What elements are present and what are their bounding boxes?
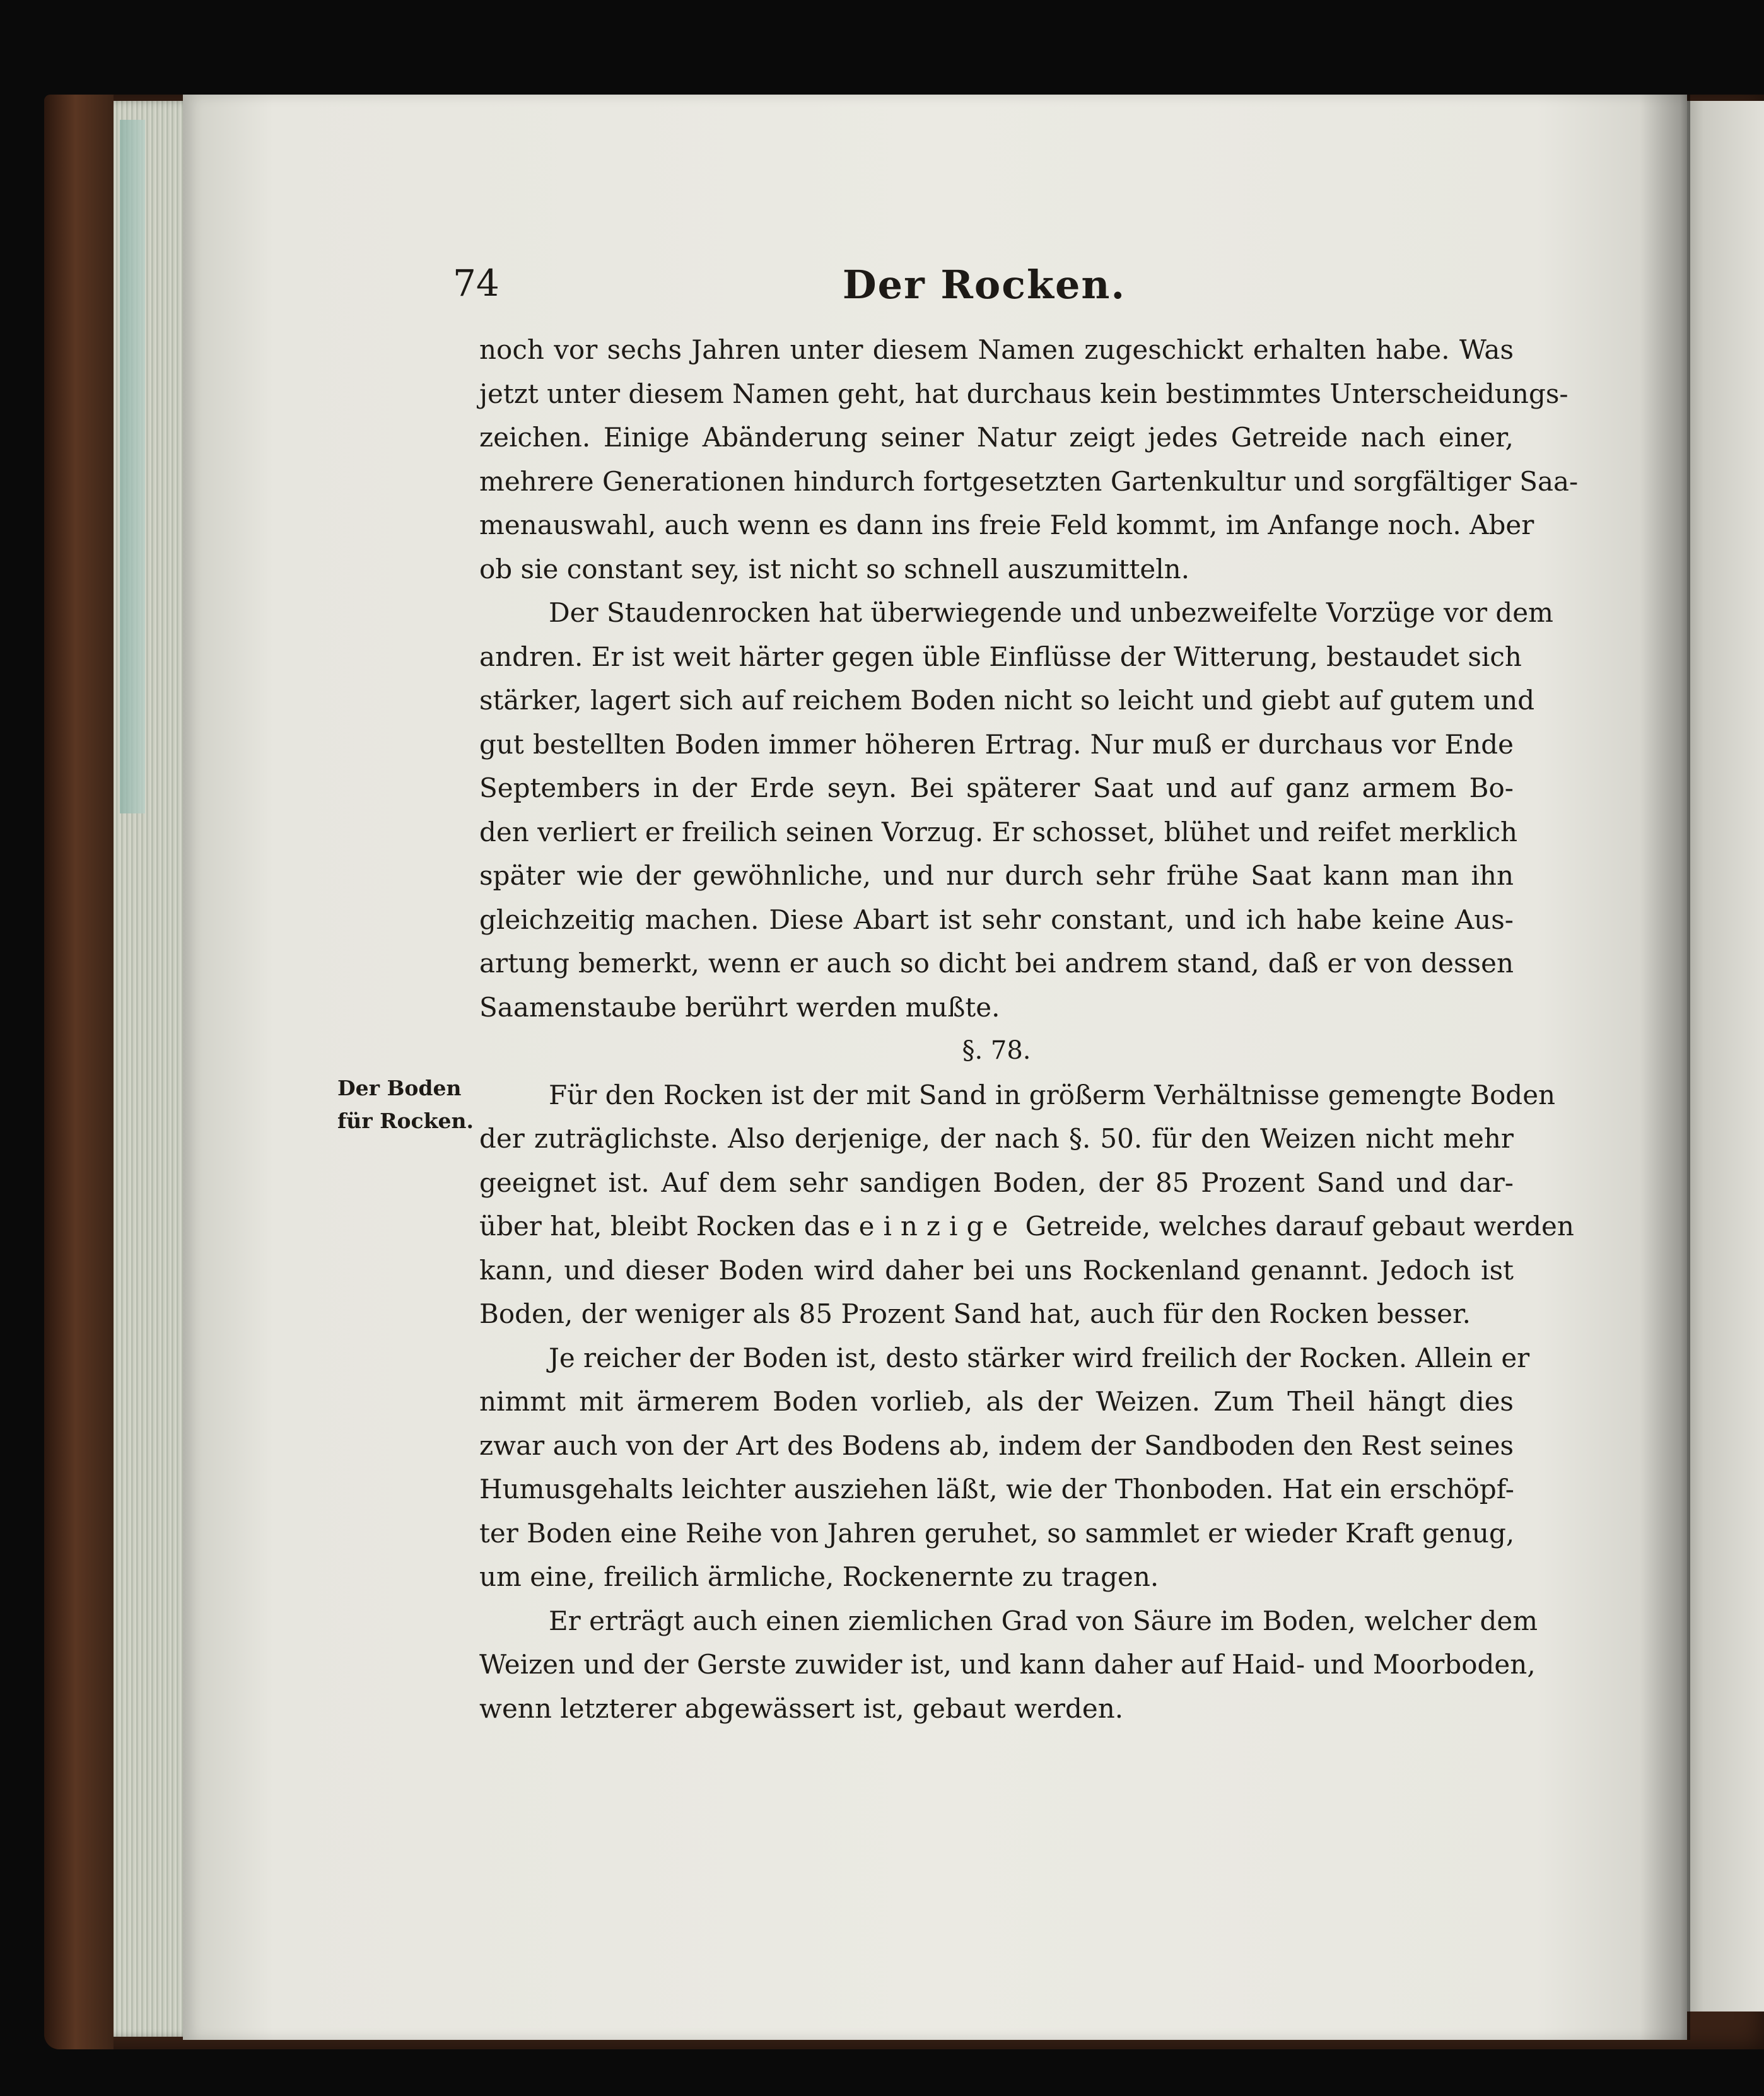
text-line: gut bestellten Boden immer höheren Ertrag. Nur muß er durchaus vor Ende	[479, 728, 1514, 760]
text-line: ob sie constant sey, ist nicht so schnell auszumitteln.	[479, 553, 1190, 585]
text-line: Je reicher der Boden ist, desto stärker wird freilich der Rocken. Allein er	[549, 1342, 1530, 1373]
text-line: ter Boden eine Reihe von Jahren geruhet, so sammlet er wieder Kraft genug,	[479, 1517, 1515, 1549]
page-number: 74	[453, 262, 499, 305]
text-line: gleichzeitig machen. Diese Abart ist sehr constant, und ich habe keine Aus-	[479, 904, 1514, 935]
text-line: den verliert er freilich seinen Vorzug. Er schosset, blühet und reifet merklich	[479, 816, 1518, 847]
text-line: Er erträgt auch einen ziemlichen Grad von Säure im Boden, welcher dem	[549, 1605, 1538, 1636]
gutter-shadow	[1640, 95, 1690, 2040]
text-line: geeignet ist. Auf dem sehr sandigen Boden, der 85 Prozent Sand und dar-	[479, 1167, 1514, 1198]
emphasized-word: einzige	[858, 1211, 1017, 1242]
text-line: Septembers in der Erde seyn. Bei späterer Saat und auf ganz armem Bo-	[479, 772, 1514, 803]
text-line: menauswahl, auch wenn es dann ins freie Feld kommt, im Anfange noch. Aber	[479, 509, 1534, 540]
text-line: Boden, der weniger als 85 Prozent Sand hat, auch für den Rocken besser.	[479, 1298, 1471, 1329]
text-line: Humusgehalts leichter ausziehen läßt, wie der Thonboden. Hat ein erschöpf-	[479, 1474, 1514, 1505]
book-binding-edge	[44, 95, 114, 2049]
text-line: wenn letzterer abgewässert ist, gebaut werden.	[479, 1692, 1124, 1724]
text-line: mehrere Generationen hindurch fortgesetzten Gartenkultur und sorgfältiger Saa-	[479, 465, 1579, 497]
marginal-note-line: für Rocken.	[337, 1109, 474, 1133]
facing-page-edge	[1678, 101, 1764, 2012]
text-line: um eine, freilich ärmliche, Rockenernte zu tragen.	[479, 1561, 1159, 1592]
text-line: noch vor sechs Jahren unter diesem Namen zugeschickt erhalten habe. Was	[479, 334, 1514, 365]
text-line: zwar auch von der Art des Bodens ab, indem der Sandboden den Rest seines	[479, 1429, 1514, 1461]
body-text	[479, 328, 1579, 1730]
text-line: Der Staudenrocken hat überwiegende und unbezweifelte Vorzüge vor dem	[549, 597, 1553, 628]
text-line: Für den Rocken ist der mit Sand in größerm Verhältnisse gemengte Boden	[549, 1079, 1556, 1110]
text-line: Saamenstaube berührt werden mußte.	[479, 991, 1000, 1023]
text-line: zeichen. Einige Abänderung seiner Natur zeigt jedes Getreide nach einer,	[479, 422, 1514, 453]
text-line: später wie der gewöhnliche, und nur durch sehr frühe Saat kann man ihn	[479, 860, 1514, 891]
text-line: kann, und dieser Boden wird daher bei uns Rockenland genannt. Jedoch ist	[479, 1254, 1514, 1286]
text-line	[479, 1204, 1574, 1249]
marginal-note	[337, 1072, 474, 1138]
text-line: jetzt unter diesem Namen geht, hat durchaus kein bestimmtes Unterscheidungs-	[479, 378, 1568, 409]
page-edge-tint	[120, 120, 145, 813]
text-line: andren. Er ist weit härter gegen üble Einflüsse der Witterung, bestaudet sich	[479, 641, 1522, 672]
text-fragment: über hat, bleibt Rocken das	[479, 1211, 851, 1242]
text-line: nimmt mit ärmerem Boden vorlieb, als der Weizen. Zum Theil hängt dies	[479, 1386, 1514, 1417]
section-heading: §. 78.	[962, 1036, 1031, 1065]
text-line: artung bemerkt, wenn er auch so dicht bei andrem stand, daß er von dessen	[479, 948, 1514, 979]
text-line: stärker, lagert sich auf reichem Boden nicht so leicht und giebt auf gutem und	[479, 685, 1535, 716]
running-head: Der Rocken.	[842, 262, 1126, 308]
text-fragment: Getreide, welches darauf gebaut werden	[1025, 1211, 1574, 1242]
page-header	[453, 262, 1516, 318]
text-line: der zuträglichste. Also derjenige, der nach §. 50. für den Weizen nicht mehr	[479, 1123, 1514, 1154]
text-line: Weizen und der Gerste zuwider ist, und kann daher auf Haid- und Moorboden,	[479, 1649, 1536, 1680]
marginal-note-line: Der Boden	[337, 1076, 462, 1100]
